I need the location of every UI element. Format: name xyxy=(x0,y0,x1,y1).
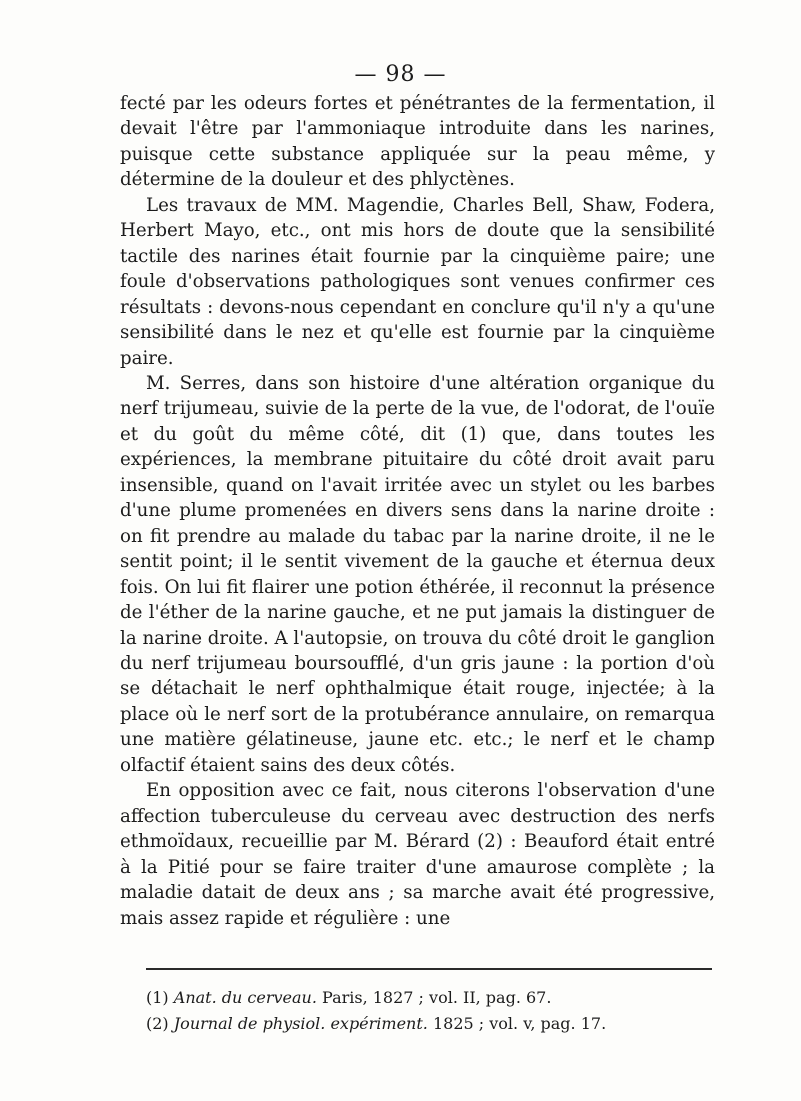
paragraph: Les travaux de MM. Magendie, Charles Bell, Shaw, Fodera, Herbert Mayo, etc., ont mis hors de doute que la sensibilité tactile des narines était fournie par la cinquième paire; une foule d'observations pathologiques sont venues confirmer ces résultats : devons-nous cependant en conclure qu'il n'y a qu'une sensibilité dans le nez et qu'elle est fournie par la cinquième paire. xyxy=(120,194,715,369)
footnote-marker: (2) xyxy=(146,1014,169,1033)
footnote-marker: (1) xyxy=(146,988,169,1007)
footnote-divider xyxy=(146,968,712,970)
footnote xyxy=(146,1011,712,1037)
footnote xyxy=(146,985,712,1011)
footnote-reference: 1825 ; vol. v, pag. 17. xyxy=(432,1014,607,1033)
page-number: — 98 — xyxy=(354,62,447,87)
paragraph: M. Serres, dans son histoire d'une altération organique du nerf trijumeau, suivie de la perte de la vue, de l'odorat, de l'ouïe et du goût du même côté, dit (1) que, dans toutes les expériences, la membrane pituitaire du côté droit avait paru insensible, quand on l'avait irritée avec un stylet ou les barbes d'une plume promenées en divers sens dans la narine droite : on fit prendre au malade du tabac par la narine droite, il ne le sentit point; il le sentit vivement de la gauche et éternua deux fois. On lui fit flairer une potion éthérée, il reconnut la présence de l'éther de la narine gauche, et ne put jamais la distinguer de la narine droite. A l'autopsie, on trouva du côté droit le ganglion du nerf trijumeau boursoufflé, d'un gris jaune : la portion d'où se détachait le nerf ophthalmique était rouge, injectée; à la place où le nerf sort de la protubérance annulaire, on remarqua une matière gélatineuse, jaune etc. etc.; le nerf et le champ olfactif étaient sains des deux côtés. xyxy=(120,372,716,776)
body-text xyxy=(120,91,715,931)
paragraph: En opposition avec ce fait, nous citerons l'observation d'une affection tuberculeuse du cerveau avec destruction des nerfs ethmoïdaux, recueillie par M. Bérard (2) : Beauford était entré à la Pitié pour se faire traiter d'une amaurose complète ; la maladie datait de deux ans ; sa marche avait été progressive, mais assez rapide et régulière : une xyxy=(120,780,715,929)
paragraph: fecté par les odeurs fortes et pénétrantes de la fermentation, il devait l'être par l'ammoniaque introduite dans les narines, puisque cette substance appliquée sur la peau même, y détermine de la douleur et des phlyctènes. xyxy=(120,93,715,191)
footnote-reference: Paris, 1827 ; vol. II, pag. 67. xyxy=(322,988,552,1007)
footnotes xyxy=(146,985,712,1037)
footnote-title: Anat. du cerveau. xyxy=(173,988,317,1007)
footnote-title: Journal de physiol. expériment. xyxy=(173,1014,428,1033)
